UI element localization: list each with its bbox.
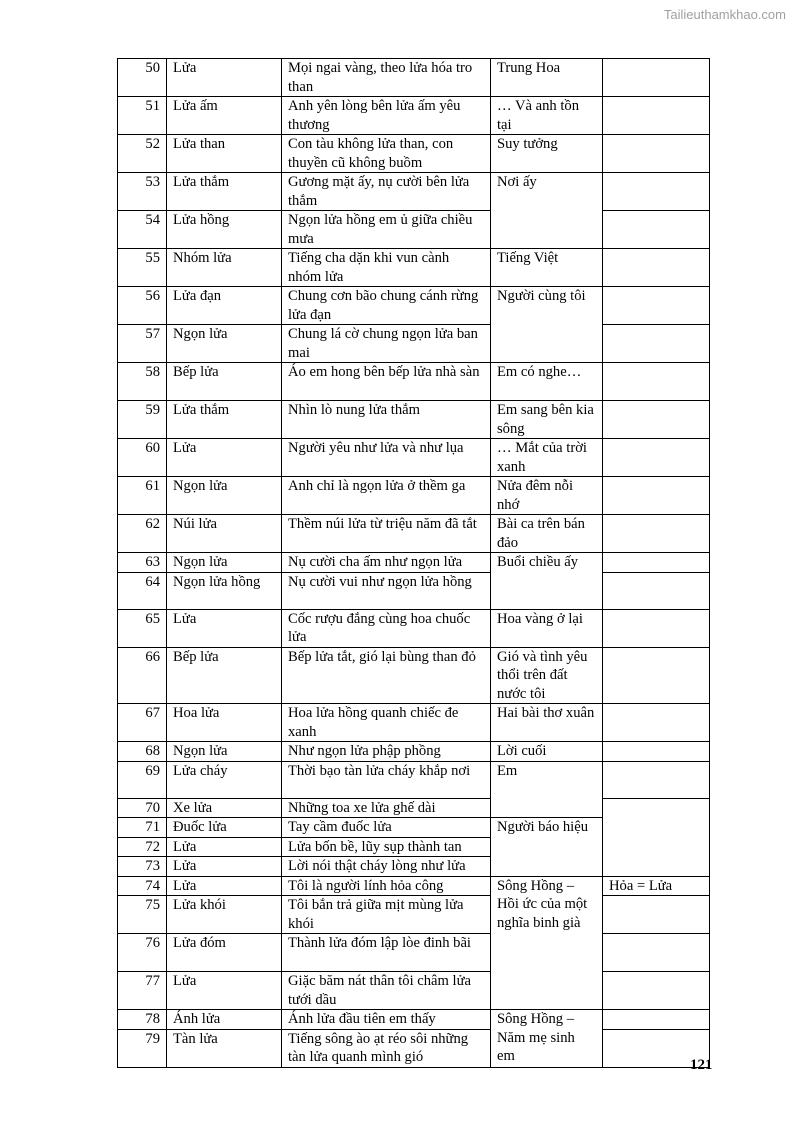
poem-title: Buổi chiều ấy [491, 553, 603, 610]
poem-title: Em sang bên kia sông [491, 401, 603, 439]
row-number: 60 [118, 439, 167, 477]
poem-title: … Và anh tồn tại [491, 97, 603, 135]
fire-word: Ngọn lửa [167, 553, 282, 573]
note [603, 59, 710, 97]
table-row [118, 1029, 710, 1067]
verse-line: Cốc rượu đắng cùng hoa chuốc lửa [282, 609, 491, 647]
fire-word: Lửa đóm [167, 934, 282, 972]
note [603, 609, 710, 647]
note [603, 761, 710, 798]
fire-word: Lửa hồng [167, 211, 282, 249]
note [603, 704, 710, 742]
row-number: 65 [118, 609, 167, 647]
poem-title: Em có nghe… [491, 363, 603, 401]
verse-line: Chung lá cờ chung ngọn lửa ban mai [282, 325, 491, 363]
fire-word: Đuốc lửa [167, 818, 282, 838]
fire-word: Lửa [167, 609, 282, 647]
note [603, 742, 710, 762]
row-number: 58 [118, 363, 167, 401]
note [603, 249, 710, 287]
poem-title: Nửa đêm nỗi nhớ [491, 477, 603, 515]
row-number: 59 [118, 401, 167, 439]
verse-line: Anh yên lòng bên lửa ấm yêu thương [282, 97, 491, 135]
fire-word: Bếp lửa [167, 647, 282, 704]
note [603, 401, 710, 439]
verse-line: Những toa xe lửa ghế dài [282, 798, 491, 818]
note [603, 173, 710, 211]
poem-title: Người báo hiệu [491, 818, 603, 877]
note [603, 515, 710, 553]
poem-title: Hai bài thơ xuân [491, 704, 603, 742]
note [603, 439, 710, 477]
note [603, 1010, 710, 1030]
table-row [118, 704, 710, 742]
row-number: 77 [118, 972, 167, 1010]
verse-line: Áo em hong bên bếp lửa nhà sàn [282, 363, 491, 401]
row-number: 67 [118, 704, 167, 742]
row-number: 64 [118, 572, 167, 609]
table-row [118, 798, 710, 818]
poem-title: Trung Hoa [491, 59, 603, 97]
row-number: 74 [118, 876, 167, 896]
row-number: 54 [118, 211, 167, 249]
fire-word: Lửa thắm [167, 401, 282, 439]
fire-word: Ngọn lửa [167, 325, 282, 363]
table-row [118, 173, 710, 211]
fire-word: Hoa lửa [167, 704, 282, 742]
table-row [118, 572, 710, 609]
verse-line: Mọi ngai vàng, theo lửa hóa tro than [282, 59, 491, 97]
row-number: 71 [118, 818, 167, 838]
poem-title: Nơi ấy [491, 173, 603, 249]
table-row [118, 609, 710, 647]
note [603, 647, 710, 704]
verse-line: Thềm núi lửa từ triệu năm đã tắt [282, 515, 491, 553]
row-number: 78 [118, 1010, 167, 1030]
row-number: 53 [118, 173, 167, 211]
poem-title: Suy tưởng [491, 135, 603, 173]
table-row [118, 97, 710, 135]
verse-line: Con tàu không lửa than, con thuyền cũ không buồm [282, 135, 491, 173]
row-number: 79 [118, 1029, 167, 1067]
table-row [118, 59, 710, 97]
note: Hỏa = Lửa [603, 876, 710, 896]
table-row [118, 363, 710, 401]
note [603, 211, 710, 249]
fire-word: Bếp lửa [167, 363, 282, 401]
fire-word: Xe lửa [167, 798, 282, 818]
poem-table [117, 58, 710, 1068]
verse-line: Lửa bốn bề, lũy sụp thành tan [282, 837, 491, 857]
verse-line: Tôi là người lính hỏa công [282, 876, 491, 896]
table-row [118, 553, 710, 573]
table-row [118, 972, 710, 1010]
note [603, 363, 710, 401]
fire-word: Lửa thắm [167, 173, 282, 211]
table-row [118, 876, 710, 896]
note [603, 325, 710, 363]
table-row [118, 896, 710, 934]
table-row [118, 934, 710, 972]
fire-word: Ánh lửa [167, 1010, 282, 1030]
fire-word: Lửa [167, 439, 282, 477]
fire-word: Lửa đạn [167, 287, 282, 325]
row-number: 57 [118, 325, 167, 363]
row-number: 50 [118, 59, 167, 97]
note [603, 972, 710, 1010]
fire-word: Lửa [167, 837, 282, 857]
fire-word: Nhóm lửa [167, 249, 282, 287]
fire-word: Lửa khói [167, 896, 282, 934]
table-row [118, 1010, 710, 1030]
row-number: 72 [118, 837, 167, 857]
note [603, 896, 710, 934]
verse-line: Lời nói thật cháy lòng như lửa [282, 857, 491, 877]
row-number: 68 [118, 742, 167, 762]
table-row [118, 742, 710, 762]
verse-line: Nụ cười vui như ngọn lửa hồng [282, 572, 491, 609]
fire-word: Ngọn lửa hồng [167, 572, 282, 609]
row-number: 76 [118, 934, 167, 972]
fire-word: Tàn lửa [167, 1029, 282, 1067]
row-number: 55 [118, 249, 167, 287]
note [603, 135, 710, 173]
watermark: Tailieuthamkhao.com [663, 7, 786, 22]
note [603, 97, 710, 135]
verse-line: Tiếng sông ào ạt réo sôi những tàn lửa quanh mình gió [282, 1029, 491, 1067]
verse-line: Anh chỉ là ngọn lửa ở thềm ga [282, 477, 491, 515]
note [603, 287, 710, 325]
verse-line: Ánh lửa đầu tiên em thấy [282, 1010, 491, 1030]
verse-line: Chung cơn bão chung cánh rừng lửa đạn [282, 287, 491, 325]
verse-line: Tiếng cha dặn khi vun cành nhóm lửa [282, 249, 491, 287]
table-row [118, 647, 710, 704]
row-number: 56 [118, 287, 167, 325]
table-row [118, 401, 710, 439]
fire-word: Lửa [167, 59, 282, 97]
note [603, 798, 710, 876]
poem-title: Sông Hồng – Hồi ức của một nghĩa binh già [491, 876, 603, 1010]
page-number: 121 [690, 1057, 713, 1073]
table-row [118, 761, 710, 798]
verse-line: Ngọn lửa hồng em ủ giữa chiều mưa [282, 211, 491, 249]
fire-word: Ngọn lửa [167, 742, 282, 762]
table-row [118, 249, 710, 287]
fire-word: Lửa ấm [167, 97, 282, 135]
row-number: 70 [118, 798, 167, 818]
fire-word: Lửa [167, 876, 282, 896]
fire-word: Lửa [167, 857, 282, 877]
verse-line: Người yêu như lửa và như lụa [282, 439, 491, 477]
fire-word: Núi lửa [167, 515, 282, 553]
table-row [118, 287, 710, 325]
verse-line: Thời bạo tàn lửa cháy khắp nơi [282, 761, 491, 798]
poem-title: Gió và tình yêu thổi trên đất nước tôi [491, 647, 603, 704]
fire-word: Lửa than [167, 135, 282, 173]
fire-word: Lửa [167, 972, 282, 1010]
row-number: 52 [118, 135, 167, 173]
note [603, 572, 710, 609]
row-number: 63 [118, 553, 167, 573]
poem-title: Bài ca trên bán đảo [491, 515, 603, 553]
verse-line: Bếp lửa tắt, gió lại bùng than đỏ [282, 647, 491, 704]
verse-line: Như ngọn lửa phập phồng [282, 742, 491, 762]
table-row [118, 211, 710, 249]
poem-title: Em [491, 761, 603, 818]
verse-line: Thành lửa đóm lập lòe đinh bãi [282, 934, 491, 972]
verse-line: Gương mặt ấy, nụ cười bên lửa thắm [282, 173, 491, 211]
poem-title: Tiếng Việt [491, 249, 603, 287]
poem-title: Hoa vàng ở lại [491, 609, 603, 647]
table-row [118, 439, 710, 477]
poem-title: Người cùng tôi [491, 287, 603, 363]
table-row [118, 325, 710, 363]
poem-title: Sông Hồng – Năm mẹ sinh em [491, 1010, 603, 1068]
fire-word: Ngọn lửa [167, 477, 282, 515]
note [603, 553, 710, 573]
poem-title: … Mắt của trời xanh [491, 439, 603, 477]
row-number: 69 [118, 761, 167, 798]
note [603, 934, 710, 972]
table-row [118, 515, 710, 553]
verse-line: Nụ cười cha ấm như ngọn lửa [282, 553, 491, 573]
verse-line: Tôi bắn trả giữa mịt mùng lửa khói [282, 896, 491, 934]
verse-line: Nhìn lò nung lửa thắm [282, 401, 491, 439]
row-number: 73 [118, 857, 167, 877]
table-row [118, 477, 710, 515]
row-number: 75 [118, 896, 167, 934]
fire-word: Lửa cháy [167, 761, 282, 798]
row-number: 66 [118, 647, 167, 704]
note [603, 477, 710, 515]
table-row [118, 135, 710, 173]
verse-line: Hoa lửa hồng quanh chiếc đe xanh [282, 704, 491, 742]
row-number: 62 [118, 515, 167, 553]
poem-title: Lời cuối [491, 742, 603, 762]
row-number: 61 [118, 477, 167, 515]
row-number: 51 [118, 97, 167, 135]
verse-line: Tay cầm đuốc lửa [282, 818, 491, 838]
verse-line: Giặc băm nát thân tôi châm lửa tưới dầu [282, 972, 491, 1010]
